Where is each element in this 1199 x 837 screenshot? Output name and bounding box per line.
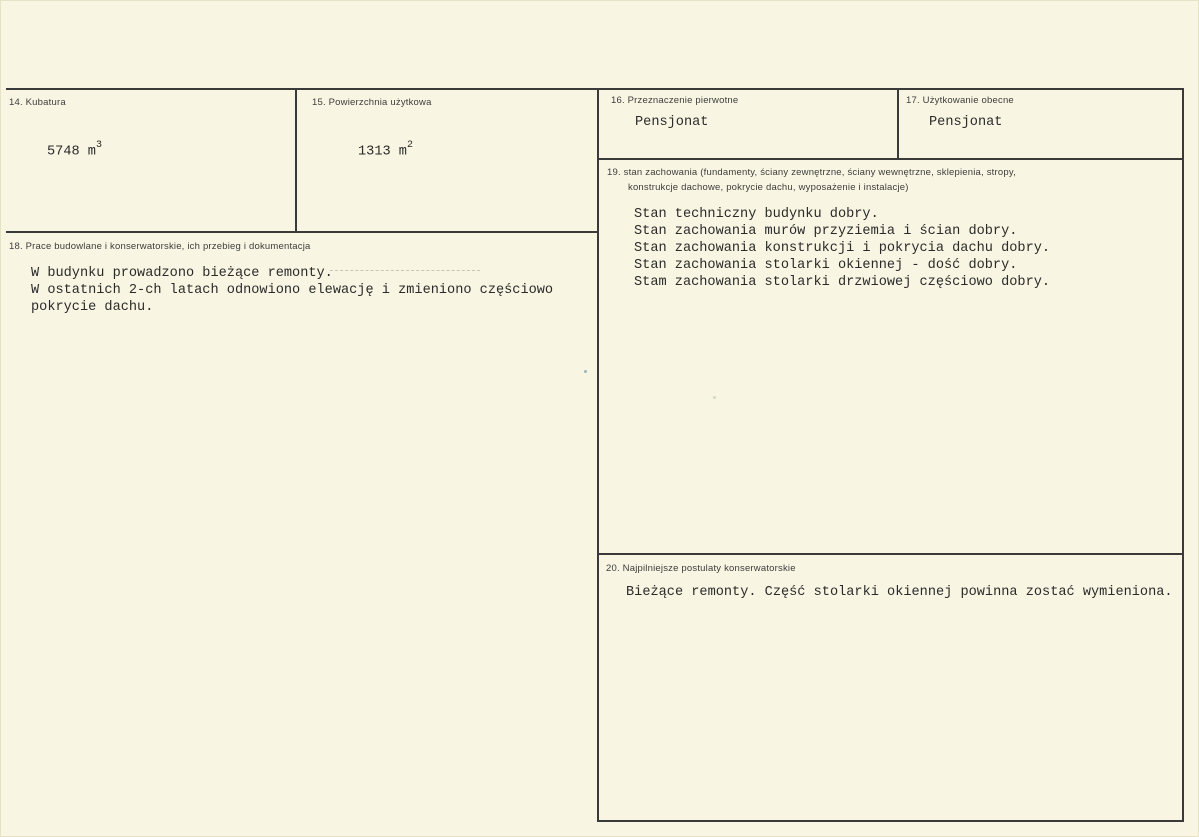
paper-speck — [713, 396, 716, 399]
faint-rule — [330, 270, 480, 271]
field-14-value — [47, 139, 102, 161]
field-15-value — [358, 139, 413, 161]
field-18-label: 18. Prace budowlane i konserwatorskie, ich przebieg i dokumentacja — [9, 241, 311, 252]
rule-above-20 — [598, 553, 1184, 555]
field-17-value: Pensjonat — [929, 115, 1003, 130]
field-18-line-3: pokrycie dachu. — [31, 300, 154, 315]
field-14-label: 14. Kubatura — [9, 97, 66, 108]
field-17-label: 17. Użytkowanie obecne — [906, 95, 1014, 106]
field-20-text: Bieżące remonty. Część stolarki okiennej powinna zostać wymieniona. — [626, 585, 1173, 600]
field-19-line-3: Stan zachowania konstrukcji i pokrycia dachu dobry. — [634, 241, 1051, 256]
divider-16-17 — [897, 88, 899, 160]
top-rule — [6, 88, 1184, 90]
field-19-label-line-2: konstrukcje dachowe, pokrycie dachu, wyposażenie i instalacje) — [628, 182, 909, 193]
field-19-line-1: Stan techniczny budynku dobry. — [634, 207, 879, 222]
field-16-label: 16. Przeznaczenie pierwotne — [611, 95, 739, 106]
field-16-value: Pensjonat — [635, 115, 709, 130]
field-15-label: 15. Powierzchnia użytkowa — [312, 97, 432, 108]
right-edge-rule — [1182, 88, 1184, 822]
field-20-label: 20. Najpilniejsze postulaty konserwatorskie — [606, 563, 796, 574]
field-18-line-2: W ostatnich 2-ch latach odnowiono elewację i zmieniono częściowo — [31, 283, 554, 298]
divider-14-15 — [295, 88, 297, 233]
field-19-line-2: Stan zachowania murów przyziemia i ścian dobry. — [634, 224, 1018, 239]
paper-speck — [584, 370, 587, 373]
bottom-rule — [598, 820, 1184, 822]
field-19-label-line-1: 19. stan zachowania (fundamenty, ściany zewnętrzne, ściany wewnętrzne, sklepienia, stropy, — [607, 167, 1016, 178]
area-unit-exponent: 2 — [406, 140, 413, 151]
main-vertical-divider — [597, 88, 599, 822]
field-19-line-4: Stan zachowania stolarki okiennej - dość dobry. — [634, 258, 1018, 273]
area-value: 1313 m — [358, 144, 407, 160]
field-18-line-1: W budynku prowadzono bieżące remonty. — [31, 266, 333, 281]
rule-under-14-15 — [6, 231, 598, 233]
kubatura-unit-exponent: 3 — [95, 140, 102, 151]
kubatura-value: 5748 m — [47, 144, 96, 160]
rule-under-16-17 — [598, 158, 1184, 160]
field-19-line-5: Stam zachowania stolarki drzwiowej częściowo dobry. — [634, 275, 1051, 290]
